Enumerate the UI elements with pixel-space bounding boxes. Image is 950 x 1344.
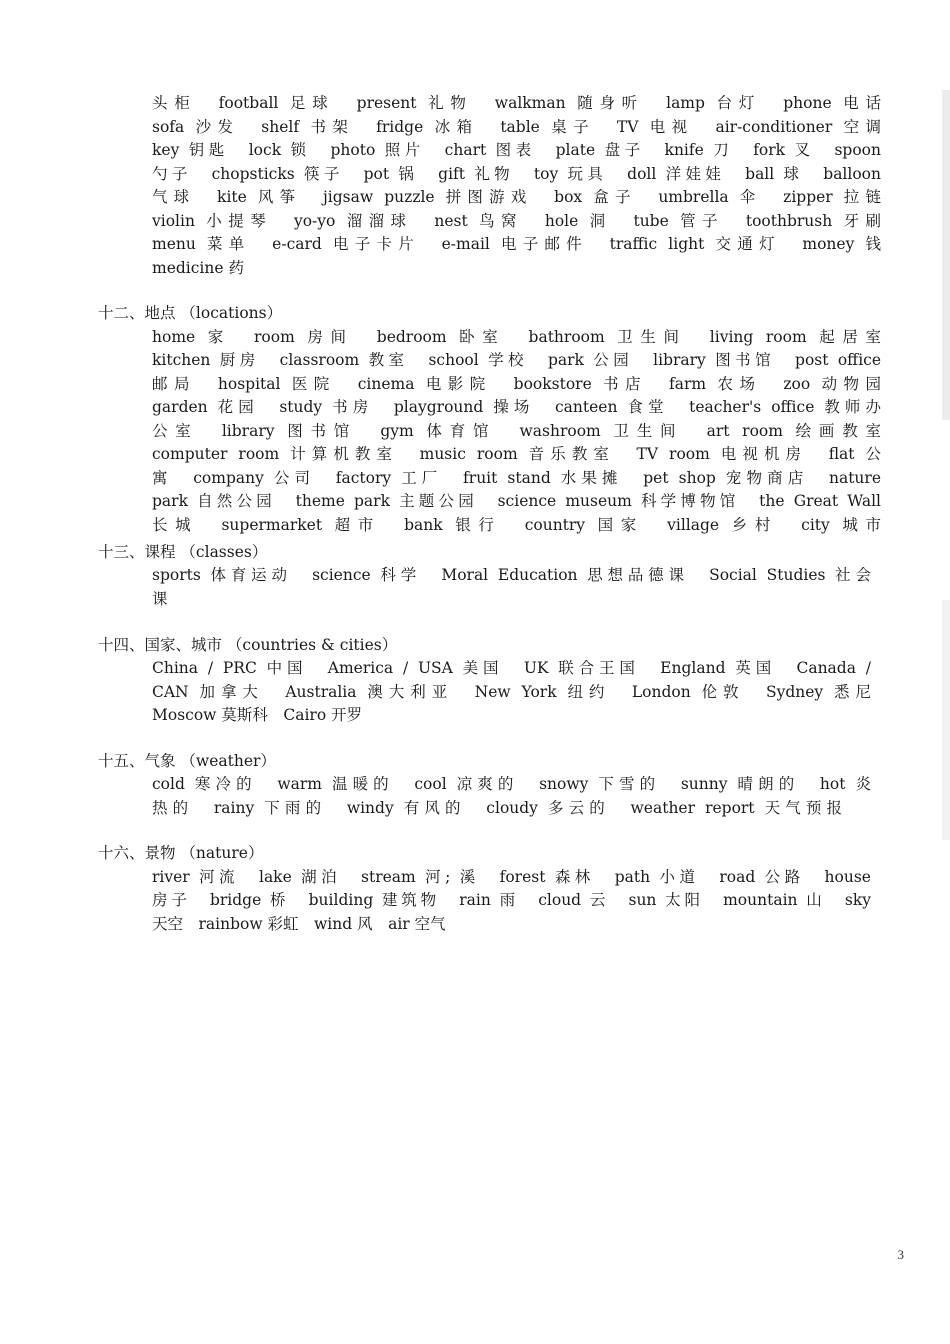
vocab-line: computer room 计算机教室 music room 音乐教室 TV room 电视机房 flat 公 bbox=[152, 445, 881, 463]
vocab-line: 气球 kite 风筝 jigsaw puzzle 拼图游戏 box 盒子 umbrella 伞 zipper 拉链 bbox=[152, 188, 881, 206]
vocab-line: 寓 company 公司 factory 工厂 fruit stand 水果摊 pet shop 宠物商店 nature bbox=[152, 469, 881, 487]
section-heading-countries: 十四、国家、城市 （countries & cities） bbox=[98, 636, 398, 654]
vocab-line: home 家 room 房间 bedroom 卧室 bathroom 卫生间 living room 起居室 bbox=[152, 328, 881, 346]
vocab-line: sports 体育运动 science 科学 Moral Education 思想品德课 Social Studies 社会 bbox=[152, 566, 871, 584]
vocab-line: park 自然公园 theme park 主题公园 science museum 科学博物馆 the Great Wall bbox=[152, 492, 881, 510]
vocab-line: medicine 药 bbox=[152, 259, 244, 277]
vocab-line: China / PRC 中国 America / USA 美国 UK 联合王国 England 英国 Canada / bbox=[152, 659, 871, 677]
vocab-line: key 钥匙 lock 锁 photo 照片 chart 图表 plate 盘子 knife 刀 fork 叉 spoon bbox=[152, 141, 881, 159]
vocab-line: menu 菜单 e-card 电子卡片 e-mail 电子邮件 traffic light 交通灯 money 钱 bbox=[152, 235, 881, 253]
vocab-line: violin 小提琴 yo-yo 溜溜球 nest 鸟窝 hole 洞 tube 管子 toothbrush 牙刷 bbox=[152, 212, 881, 230]
vocab-line: 头柜 football 足球 present 礼物 walkman 随身听 lamp 台灯 phone 电话 bbox=[152, 94, 881, 112]
scan-edge-shadow bbox=[942, 600, 950, 840]
vocab-line: 勺子 chopsticks 筷子 pot 锅 gift 礼物 toy 玩具 doll 洋娃娃 ball 球 balloon bbox=[152, 165, 881, 183]
section-heading-classes: 十三、课程 （classes） bbox=[98, 543, 268, 561]
vocab-line: cold 寒冷的 warm 温暖的 cool 凉爽的 snowy 下雪的 sunny 晴朗的 hot 炎 bbox=[152, 775, 871, 793]
vocab-line: 天空 rainbow 彩虹 wind 风 air 空气 bbox=[152, 915, 446, 933]
vocab-line: sofa 沙发 shelf 书架 fridge 冰箱 table 桌子 TV 电视 air-conditioner 空调 bbox=[152, 118, 881, 136]
vocab-line: river 河流 lake 湖泊 stream 河; 溪 forest 森林 path 小道 road 公路 house bbox=[152, 868, 871, 886]
vocab-line: Moscow 莫斯科 Cairo 开罗 bbox=[152, 706, 363, 724]
scan-edge-shadow bbox=[942, 90, 950, 420]
section-heading-nature: 十六、景物 （nature） bbox=[98, 844, 264, 862]
vocab-line: 热的 rainy 下雨的 windy 有风的 cloudy 多云的 weather report 天气预报 bbox=[152, 799, 842, 817]
vocab-line: 课 bbox=[152, 590, 168, 608]
vocab-line: garden 花园 study 书房 playground 操场 canteen 食堂 teacher's office 教师办 bbox=[152, 398, 881, 416]
vocab-line: CAN 加拿大 Australia 澳大利亚 New York 纽约 London 伦敦 Sydney 悉尼 bbox=[152, 683, 871, 701]
vocab-line: 邮局 hospital 医院 cinema 电影院 bookstore 书店 farm 农场 zoo 动物园 bbox=[152, 375, 881, 393]
page-number: 3 bbox=[897, 1247, 904, 1262]
vocab-line: 长城 supermarket 超市 bank 银行 country 国家 village 乡村 city 城市 bbox=[152, 516, 881, 534]
section-heading-locations: 十二、地点 （locations） bbox=[98, 304, 283, 322]
vocab-line: 房子 bridge 桥 building 建筑物 rain 雨 cloud 云 sun 太阳 mountain 山 sky bbox=[152, 891, 871, 909]
vocab-line: kitchen 厨房 classroom 教室 school 学校 park 公园 library 图书馆 post office bbox=[152, 351, 881, 369]
section-heading-weather: 十五、气象 （weather） bbox=[98, 752, 276, 770]
vocab-line: 公室 library 图书馆 gym 体育馆 washroom 卫生间 art room 绘画教室 bbox=[152, 422, 881, 440]
